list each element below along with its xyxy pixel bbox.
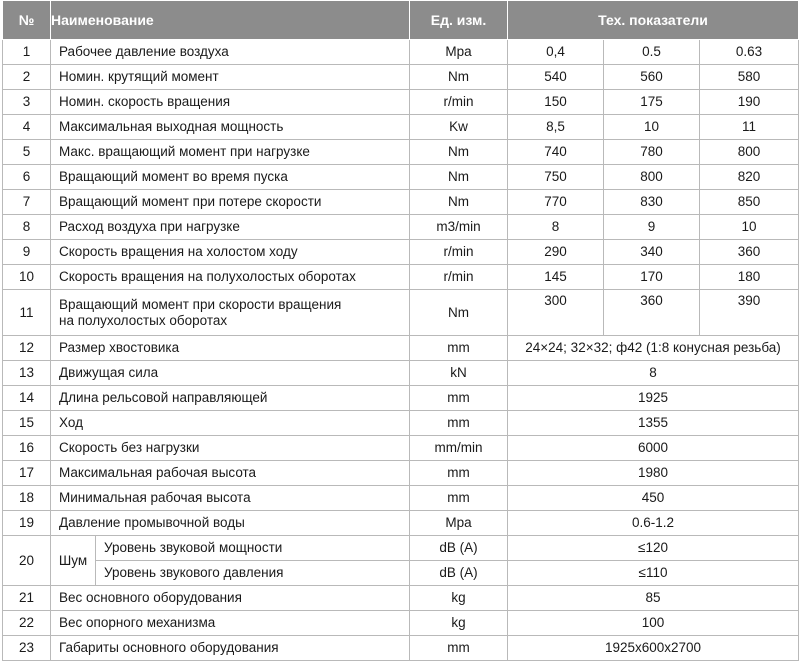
row-unit: mm [410,411,508,436]
row-value: 8 [508,215,604,240]
header-specs: Тех. показатели [508,1,799,40]
row-name: Максимальная выходная мощность [51,115,410,140]
row-unit: Kw [410,115,508,140]
table-body [3,40,799,661]
row-number: 9 [3,240,51,265]
row-value: 170 [604,265,700,290]
row-value: 1925 [508,386,799,411]
row-number: 4 [3,115,51,140]
row-unit: dB (A) [410,561,508,586]
row-number: 19 [3,511,51,536]
table-row [3,636,799,661]
row-unit: mm [410,336,508,361]
row-name: Уровень звукового давления [96,561,410,586]
row-name: Скорость вращения на холостом ходу [51,240,410,265]
row-value: 85 [508,586,799,611]
row-number: 11 [3,290,51,336]
row-number: 5 [3,140,51,165]
row-number: 12 [3,336,51,361]
row-value: 560 [604,65,700,90]
row-number: 7 [3,190,51,215]
table-row [3,586,799,611]
table-row [3,386,799,411]
row-name: Габариты основного оборудования [51,636,410,661]
table-row [3,165,799,190]
row-name: Номин. крутящий момент [51,65,410,90]
row-value: 175 [604,90,700,115]
row-number: 1 [3,40,51,65]
row-unit: m3/min [410,215,508,240]
row-unit: mm [410,386,508,411]
table-row [3,40,799,65]
row-name: Расход воздуха при нагрузке [51,215,410,240]
row-unit: Nm [410,165,508,190]
row-value: 820 [700,165,799,190]
row-value: 780 [604,140,700,165]
row-value: 100 [508,611,799,636]
row-value: 10 [700,215,799,240]
row-value: 1355 [508,411,799,436]
row-value: 750 [508,165,604,190]
spec-table [2,0,799,661]
table-row [3,611,799,636]
row-name: Вращающий момент при потере скорости [51,190,410,215]
row-value: 290 [508,240,604,265]
row-unit: r/min [410,240,508,265]
table-row [3,436,799,461]
row-value: 390 [700,290,799,336]
row-unit: Nm [410,290,508,336]
row-value: 9 [604,215,700,240]
row-value: ≤110 [508,561,799,586]
row-name: Вес основного оборудования [51,586,410,611]
row-unit: mm [410,486,508,511]
row-value: 0.6-1.2 [508,511,799,536]
row-value: 150 [508,90,604,115]
row-unit: mm [410,461,508,486]
table-row [3,290,799,336]
table-row [3,215,799,240]
row-number: 6 [3,165,51,190]
row-number: 16 [3,436,51,461]
table-row [3,561,799,586]
row-number: 10 [3,265,51,290]
table-row [3,461,799,486]
row-name: Скорость вращения на полухолостых оборотах [51,265,410,290]
row-value: 360 [604,290,700,336]
row-value: 770 [508,190,604,215]
header-num: № [3,1,51,40]
row-name: Уровень звуковой мощности [96,536,410,561]
row-number: 17 [3,461,51,486]
row-value: 6000 [508,436,799,461]
row-value: 800 [604,165,700,190]
row-number: 15 [3,411,51,436]
row-value: 180 [700,265,799,290]
row-number: 3 [3,90,51,115]
row-value: 360 [700,240,799,265]
row-name: Длина рельсовой направляющей [51,386,410,411]
row-number: 2 [3,65,51,90]
row-value: 830 [604,190,700,215]
row-value: 1925x600x2700 [508,636,799,661]
row-name: Минимальная рабочая высота [51,486,410,511]
row-unit: Nm [410,140,508,165]
table-row [3,190,799,215]
row-unit: Mpa [410,40,508,65]
row-unit: mm [410,636,508,661]
row-value: 300 [508,290,604,336]
row-name: Движущая сила [51,361,410,386]
row-name: Номин. скорость вращения [51,90,410,115]
table-row [3,411,799,436]
row-value: 190 [700,90,799,115]
row-number: 13 [3,361,51,386]
row-name: Давление промывочной воды [51,511,410,536]
table-row [3,65,799,90]
row-value: 450 [508,486,799,511]
row-unit: kg [410,586,508,611]
row-name: Скорость без нагрузки [51,436,410,461]
row-value: 11 [700,115,799,140]
row-value: 340 [604,240,700,265]
header-unit: Ед. изм. [410,1,508,40]
row-name: Размер хвостовика [51,336,410,361]
row-number: 18 [3,486,51,511]
table-row [3,336,799,361]
row-unit: dB (A) [410,536,508,561]
row-value: 0.5 [604,40,700,65]
row-value: 145 [508,265,604,290]
row-value: 850 [700,190,799,215]
row-name: Вращающий момент при скорости вращения на полухолостых оборотах [51,290,410,336]
row-value: 540 [508,65,604,90]
row-number: 23 [3,636,51,661]
table-row [3,536,799,561]
table-row [3,115,799,140]
row-value: 580 [700,65,799,90]
row-number: 20 [3,536,51,586]
row-value: 0,4 [508,40,604,65]
row-value: 8,5 [508,115,604,140]
row-unit: r/min [410,265,508,290]
row-value: 800 [700,140,799,165]
row-unit: kg [410,611,508,636]
row-name: Рабочее давление воздуха [51,40,410,65]
table-row [3,511,799,536]
row-number: 8 [3,215,51,240]
table-row [3,361,799,386]
row-unit: Mpa [410,511,508,536]
table-row [3,265,799,290]
row-number: 22 [3,611,51,636]
row-value: ≤120 [508,536,799,561]
table-row [3,140,799,165]
row-number: 14 [3,386,51,411]
table-header-row [3,1,799,40]
table-row [3,240,799,265]
row-value: 10 [604,115,700,140]
row-unit: Nm [410,190,508,215]
row-value: 740 [508,140,604,165]
row-value: 0.63 [700,40,799,65]
row-value: 24×24; 32×32; ф42 (1:8 конусная резьба) [508,336,799,361]
row-value: 1980 [508,461,799,486]
row-unit: mm/min [410,436,508,461]
row-number: 21 [3,586,51,611]
row-unit: kN [410,361,508,386]
row-name: Вес опорного механизма [51,611,410,636]
row-name: Ход [51,411,410,436]
header-name: Наименование [51,1,410,40]
table-row [3,486,799,511]
row-name: Максимальная рабочая высота [51,461,410,486]
row-name: Макс. вращающий момент при нагрузке [51,140,410,165]
row-unit: Nm [410,65,508,90]
noise-label: Шум [51,536,96,586]
row-unit: r/min [410,90,508,115]
row-value: 8 [508,361,799,386]
table-row [3,90,799,115]
row-name: Вращающий момент во время пуска [51,165,410,190]
